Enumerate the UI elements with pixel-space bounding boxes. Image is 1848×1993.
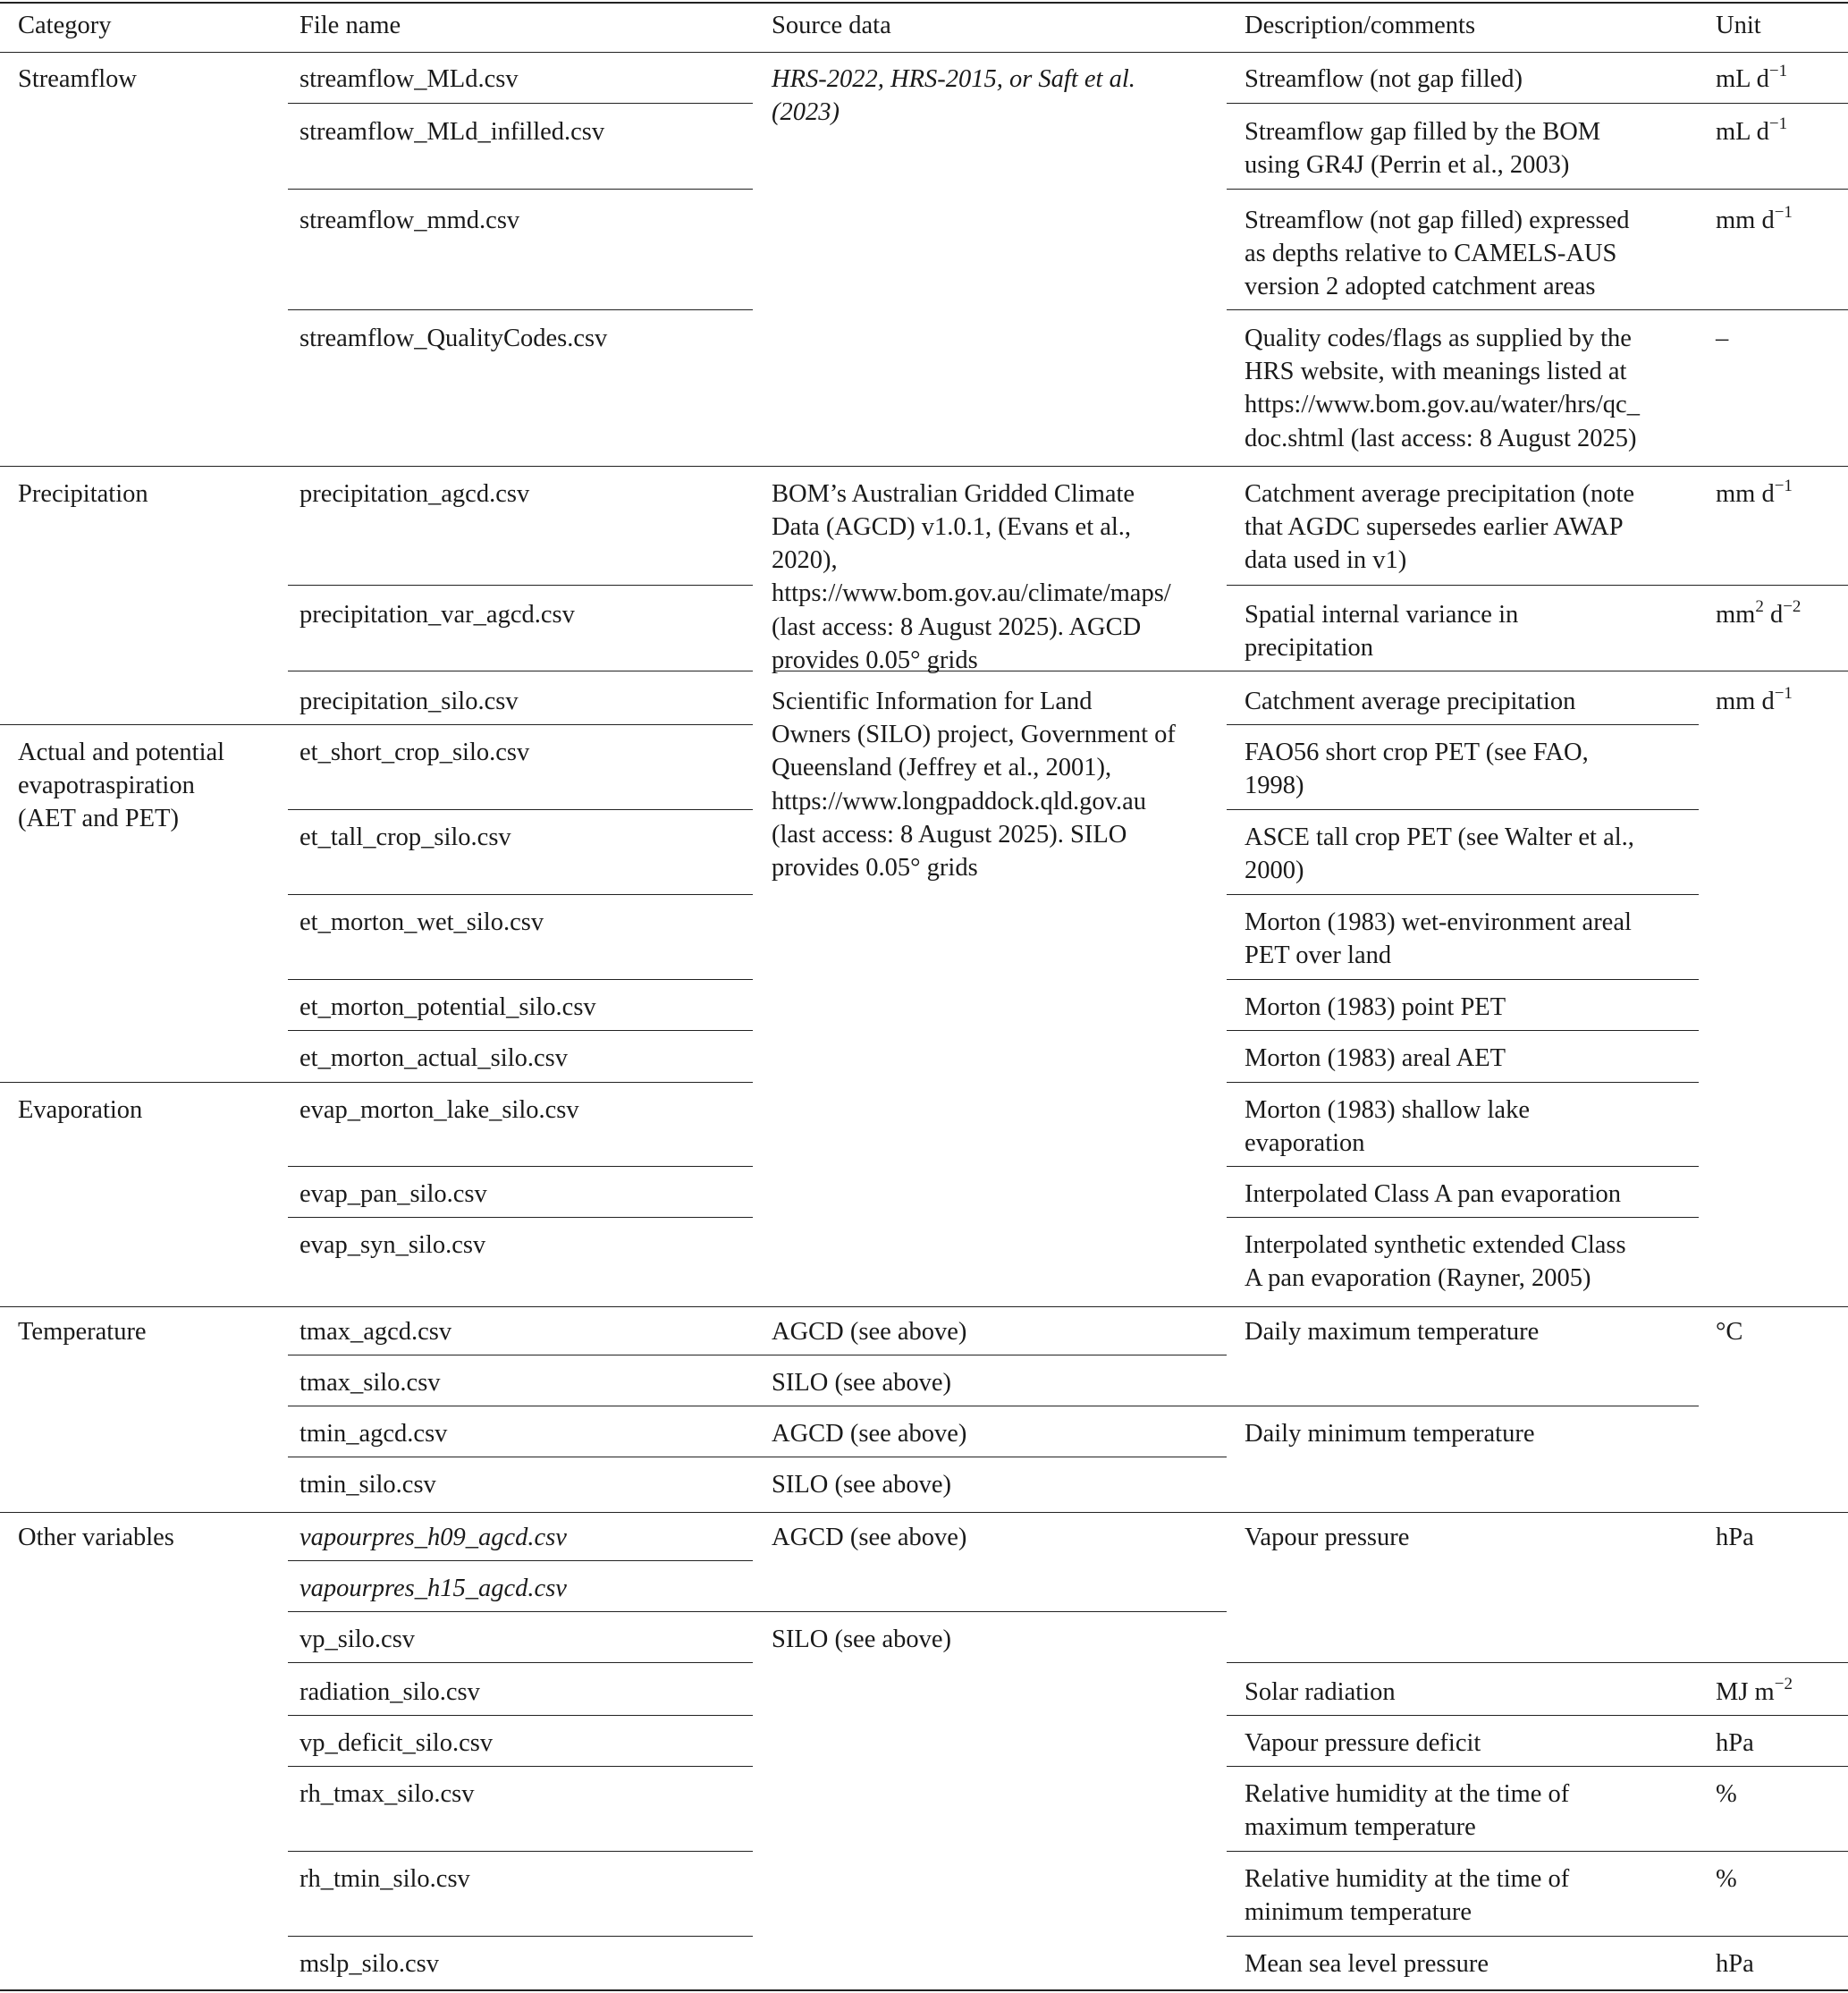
file-name: mslp_silo.csv bbox=[300, 1950, 439, 1978]
description: version 2 adopted catchment areas bbox=[1245, 273, 1596, 300]
file-name: vapourpres_h09_agcd.csv bbox=[300, 1524, 567, 1551]
row-divider bbox=[1227, 1936, 1848, 1937]
description: using GR4J (Perrin et al., 2003) bbox=[1245, 151, 1570, 179]
unit-percent: % bbox=[1716, 1780, 1737, 1808]
description: Vapour pressure bbox=[1245, 1524, 1410, 1551]
file-name: evap_pan_silo.csv bbox=[300, 1180, 487, 1208]
row-divider bbox=[1227, 809, 1699, 810]
source-silo: https://www.longpaddock.qld.gov.au bbox=[772, 788, 1147, 815]
unit-mmd: mm $d^{-1}$ bbox=[1716, 683, 1793, 715]
row-divider bbox=[288, 1715, 753, 1716]
file-name: rh_tmin_silo.csv bbox=[300, 1865, 470, 1893]
row-divider bbox=[288, 585, 753, 586]
description: Morton (1983) wet-environment areal bbox=[1245, 908, 1632, 936]
unit-mld: mL $d^{-1}$ bbox=[1716, 61, 1788, 93]
description: that AGDC supersedes earlier AWAP bbox=[1245, 513, 1624, 541]
description: Daily minimum temperature bbox=[1245, 1420, 1535, 1448]
row-divider bbox=[288, 309, 753, 310]
source-hrs: (2023) bbox=[772, 98, 840, 126]
description: Vapour pressure deficit bbox=[1245, 1729, 1481, 1757]
category-temperature: Temperature bbox=[18, 1318, 147, 1346]
source-silo-ref: SILO (see above) bbox=[772, 1626, 952, 1653]
row-divider bbox=[1227, 1082, 1699, 1083]
row-divider bbox=[288, 1936, 753, 1937]
file-name: streamflow_MLd_infilled.csv bbox=[300, 118, 605, 146]
source-agcd-ref: AGCD (see above) bbox=[772, 1318, 967, 1346]
header-file-name: File name bbox=[300, 12, 401, 39]
file-name: et_tall_crop_silo.csv bbox=[300, 823, 511, 851]
category-streamflow: Streamflow bbox=[18, 65, 137, 93]
description: Interpolated synthetic extended Class bbox=[1245, 1231, 1626, 1259]
source-agcd-ref: AGCD (see above) bbox=[772, 1524, 967, 1551]
header-description: Description/comments bbox=[1245, 12, 1476, 39]
description: Quality codes/flags as supplied by the bbox=[1245, 325, 1632, 352]
source-hrs: HRS-2022, HRS-2015, or Saft et al. bbox=[772, 65, 1135, 93]
row-divider bbox=[288, 189, 753, 190]
unit-mld: mL $d^{-1}$ bbox=[1716, 114, 1788, 146]
description: Morton (1983) shallow lake bbox=[1245, 1096, 1530, 1124]
description: precipitation bbox=[1245, 634, 1374, 662]
file-name: tmax_silo.csv bbox=[300, 1369, 441, 1397]
row-divider bbox=[1227, 189, 1848, 190]
description: Morton (1983) point PET bbox=[1245, 993, 1506, 1021]
unit-mmd: mm $d^{-1}$ bbox=[1716, 202, 1793, 234]
row-divider bbox=[1227, 309, 1848, 310]
file-name: tmin_agcd.csv bbox=[300, 1420, 448, 1448]
description: Solar radiation bbox=[1245, 1678, 1396, 1706]
source-silo: (last access: 8 August 2025). SILO bbox=[772, 821, 1127, 849]
source-agcd: 2020), bbox=[772, 546, 838, 574]
description: Catchment average precipitation bbox=[1245, 688, 1576, 715]
group-rule bbox=[0, 724, 753, 725]
file-name: radiation_silo.csv bbox=[300, 1678, 480, 1706]
group-rule bbox=[0, 1306, 1848, 1307]
table-top-rule bbox=[0, 2, 1848, 4]
description: https://www.bom.gov.au/water/hrs/qc_ bbox=[1245, 391, 1640, 418]
file-name: et_morton_potential_silo.csv bbox=[300, 993, 596, 1021]
description: as depths relative to CAMELS-AUS bbox=[1245, 240, 1617, 267]
file-name: et_short_crop_silo.csv bbox=[300, 739, 530, 766]
row-divider bbox=[1227, 1715, 1848, 1716]
row-divider bbox=[288, 894, 753, 895]
header-source-data: Source data bbox=[772, 12, 891, 39]
category-precipitation: Precipitation bbox=[18, 480, 148, 508]
row-divider bbox=[1227, 1766, 1848, 1767]
description: A pan evaporation (Rayner, 2005) bbox=[1245, 1264, 1591, 1292]
description: Interpolated Class A pan evaporation bbox=[1245, 1180, 1622, 1208]
group-rule bbox=[0, 1082, 753, 1083]
description: Streamflow gap filled by the BOM bbox=[1245, 118, 1601, 146]
unit-degc: °C bbox=[1716, 1318, 1743, 1346]
row-divider bbox=[1227, 1166, 1699, 1167]
unit-hpa: hPa bbox=[1716, 1524, 1754, 1551]
description: ASCE tall crop PET (see Walter et al., bbox=[1245, 823, 1634, 851]
description: minimum temperature bbox=[1245, 1898, 1472, 1926]
row-divider bbox=[288, 1662, 753, 1663]
row-divider bbox=[288, 103, 753, 104]
unit-mmd: mm $d^{-1}$ bbox=[1716, 476, 1793, 508]
file-name: et_morton_actual_silo.csv bbox=[300, 1044, 568, 1072]
header-unit: Unit bbox=[1716, 12, 1761, 39]
row-divider bbox=[1227, 1662, 1848, 1663]
description: Streamflow (not gap filled) expressed bbox=[1245, 207, 1630, 234]
file-name: vp_silo.csv bbox=[300, 1626, 416, 1653]
file-name: streamflow_mmd.csv bbox=[300, 207, 520, 234]
category-aet-pet-line3: (AET and PET) bbox=[18, 805, 179, 832]
source-silo-ref: SILO (see above) bbox=[772, 1471, 952, 1499]
unit-hpa: hPa bbox=[1716, 1950, 1754, 1978]
file-name: evap_morton_lake_silo.csv bbox=[300, 1096, 579, 1124]
row-divider bbox=[288, 809, 753, 810]
row-divider bbox=[288, 1166, 753, 1167]
unit-mjm2: MJ $m^{-2}$ bbox=[1716, 1674, 1793, 1706]
row-divider bbox=[1227, 585, 1848, 586]
description: HRS website, with meanings listed at bbox=[1245, 358, 1627, 385]
category-other: Other variables bbox=[18, 1524, 174, 1551]
source-silo: Queensland (Jeffrey et al., 2001), bbox=[772, 754, 1112, 781]
row-divider bbox=[1227, 979, 1699, 980]
source-agcd: BOM’s Australian Gridded Climate bbox=[772, 480, 1135, 508]
group-rule bbox=[0, 1512, 1848, 1513]
source-silo: Scientific Information for Land bbox=[772, 688, 1093, 715]
row-divider bbox=[1227, 894, 1699, 895]
file-name: streamflow_QualityCodes.csv bbox=[300, 325, 608, 352]
group-rule bbox=[0, 466, 1848, 467]
source-silo: Owners (SILO) project, Government of bbox=[772, 721, 1176, 748]
row-divider bbox=[288, 1851, 753, 1852]
file-name: tmin_silo.csv bbox=[300, 1471, 436, 1499]
description: Morton (1983) areal AET bbox=[1245, 1044, 1506, 1072]
description: doc.shtml (last access: 8 August 2025) bbox=[1245, 425, 1637, 452]
file-name: streamflow_MLd.csv bbox=[300, 65, 519, 93]
description: FAO56 short crop PET (see FAO, bbox=[1245, 739, 1589, 766]
file-name: vp_deficit_silo.csv bbox=[300, 1729, 494, 1757]
unit-variance: $mm^2$ $d^{-2}$ bbox=[1716, 596, 1802, 629]
source-silo-ref: SILO (see above) bbox=[772, 1369, 952, 1397]
description: Streamflow (not gap filled) bbox=[1245, 65, 1523, 93]
file-name: precipitation_silo.csv bbox=[300, 688, 519, 715]
row-divider bbox=[288, 979, 753, 980]
row-divider bbox=[1227, 724, 1699, 725]
header-category: Category bbox=[18, 12, 112, 39]
source-agcd: provides 0.05° grids bbox=[772, 646, 978, 674]
row-divider bbox=[288, 1030, 753, 1031]
row-divider bbox=[288, 1766, 753, 1767]
description: Daily maximum temperature bbox=[1245, 1318, 1540, 1346]
unit-hpa: hPa bbox=[1716, 1729, 1754, 1757]
source-agcd: (last access: 8 August 2025). AGCD bbox=[772, 613, 1142, 641]
unit-percent: % bbox=[1716, 1865, 1737, 1893]
file-name: precipitation_agcd.csv bbox=[300, 480, 530, 508]
source-agcd: https://www.bom.gov.au/climate/maps/ bbox=[772, 579, 1171, 607]
row-divider bbox=[288, 1560, 753, 1561]
category-aet-pet-line2: evapotraspiration bbox=[18, 772, 195, 799]
table-bottom-rule bbox=[0, 1989, 1848, 1991]
description: Catchment average precipitation (note bbox=[1245, 480, 1635, 508]
source-agcd: Data (AGCD) v1.0.1, (Evans et al., bbox=[772, 513, 1132, 541]
source-silo: provides 0.05° grids bbox=[772, 854, 978, 882]
description: maximum temperature bbox=[1245, 1813, 1476, 1841]
row-divider bbox=[1227, 1217, 1699, 1218]
category-aet-pet-line1: Actual and potential bbox=[18, 739, 225, 766]
description: Relative humidity at the time of bbox=[1245, 1865, 1570, 1893]
description: PET over land bbox=[1245, 942, 1392, 969]
file-name: rh_tmax_silo.csv bbox=[300, 1780, 475, 1808]
description: 1998) bbox=[1245, 772, 1304, 799]
category-evaporation: Evaporation bbox=[18, 1096, 143, 1124]
header-rule bbox=[0, 52, 1848, 53]
file-name: vapourpres_h15_agcd.csv bbox=[300, 1575, 567, 1602]
description: Relative humidity at the time of bbox=[1245, 1780, 1570, 1808]
description: 2000) bbox=[1245, 857, 1304, 884]
file-name: precipitation_var_agcd.csv bbox=[300, 601, 575, 629]
description: evaporation bbox=[1245, 1129, 1365, 1157]
row-divider bbox=[288, 1217, 753, 1218]
file-name: evap_syn_silo.csv bbox=[300, 1231, 486, 1259]
description: data used in v1) bbox=[1245, 546, 1407, 574]
description: Mean sea level pressure bbox=[1245, 1950, 1489, 1978]
row-divider bbox=[288, 1611, 1227, 1612]
source-agcd-ref: AGCD (see above) bbox=[772, 1420, 967, 1448]
row-divider bbox=[1227, 103, 1848, 104]
unit-dash: – bbox=[1716, 325, 1729, 352]
description: Spatial internal variance in bbox=[1245, 601, 1519, 629]
file-name: tmax_agcd.csv bbox=[300, 1318, 452, 1346]
row-divider bbox=[1227, 1030, 1699, 1031]
row-divider bbox=[1227, 1851, 1848, 1852]
file-name: et_morton_wet_silo.csv bbox=[300, 908, 544, 936]
